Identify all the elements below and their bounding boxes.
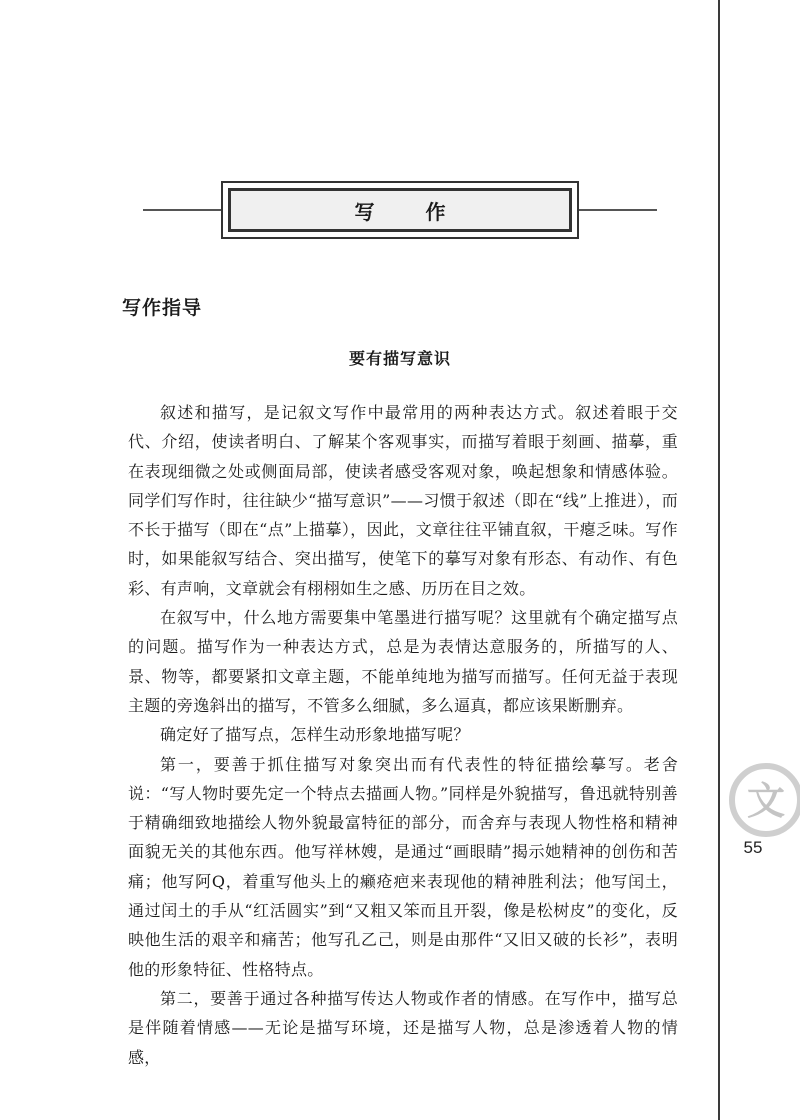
page-number: 55 xyxy=(743,838,763,857)
watermark-glyph: 文 xyxy=(746,779,786,823)
paragraph: 在叙写中，什么地方需要集中笔墨进行描写呢？这里就有个确定描写点的问题。描写作为一种表达方式，总是为表情达意服务的，所描写的人、景、物等，都要紧扣文章主题，不能单纯地为描写而描写。任何无益于表现主题的旁逸斜出的描写，不管多么细腻，多么逼真，都应该果断删弃。 xyxy=(128,608,678,715)
article-title: 要有描写意识 xyxy=(348,349,451,368)
chapter-header xyxy=(221,181,579,239)
header-rule-left xyxy=(143,209,221,211)
header-rule-right xyxy=(579,209,657,211)
section-label: 写作指导 xyxy=(122,297,203,319)
chapter-title: 写 作 xyxy=(354,199,468,224)
wen-seal-icon xyxy=(728,762,800,838)
paragraph: 叙述和描写，是记叙文写作中最常用的两种表达方式。叙述着眼于交代、介绍，使读者明白、了解某个客观事实，而描写着眼于刻画、描摹，重在表现细微之处或侧面局部，使读者感受客观对象，唤起想象和情感体验。同学们写作时，往往缺少“描写意识”——习惯于叙述（即在“线”上推进），而不长于描写（即在“点”上描摹），因此，文章往往平铺直叙，干瘪乏味。写作时，如果能叙写结合、突出描写，使笔下的摹写对象有形态、有动作、有色彩、有声响，文章就会有栩栩如生之感、历历在目之效。 xyxy=(128,403,678,598)
paragraph: 确定好了描写点，怎样生动形象地描写呢？ xyxy=(160,725,470,745)
margin-rule xyxy=(718,0,720,1120)
paragraph: 第一，要善于抓住描写对象突出而有代表性的特征描绘摹写。老舍说：“写人物时要先定一个特点去描画人物。”同样是外貌描写，鲁迅就特别善于精确细致地描绘人物外貌最富特征的部分，而舍弃与表现人物性格和精神面貌无关的其他东西。他写祥林嫂，是通过“画眼睛”揭示她精神的创伤和苦痛；他写阿Q，着重写他头上的癞疮疤来表现他的精神胜利法；他写闰土，通过闰土的手从“红活圆实”到“又粗又笨而且开裂，像是松树皮”的变化，反映他生活的艰辛和痛苦；他写孔乙己，则是由那件“又旧又破的长衫”，表明他的形象特征、性格特点。 xyxy=(128,754,678,979)
chapter-header-inner xyxy=(228,188,572,232)
paragraph: 第二，要善于通过各种描写传达人物或作者的情感。在写作中，描写总是伴随着情感——无论是描写环境，还是描写人物，总是渗透着人物的情感， xyxy=(128,988,678,1067)
article-body xyxy=(128,398,678,1072)
